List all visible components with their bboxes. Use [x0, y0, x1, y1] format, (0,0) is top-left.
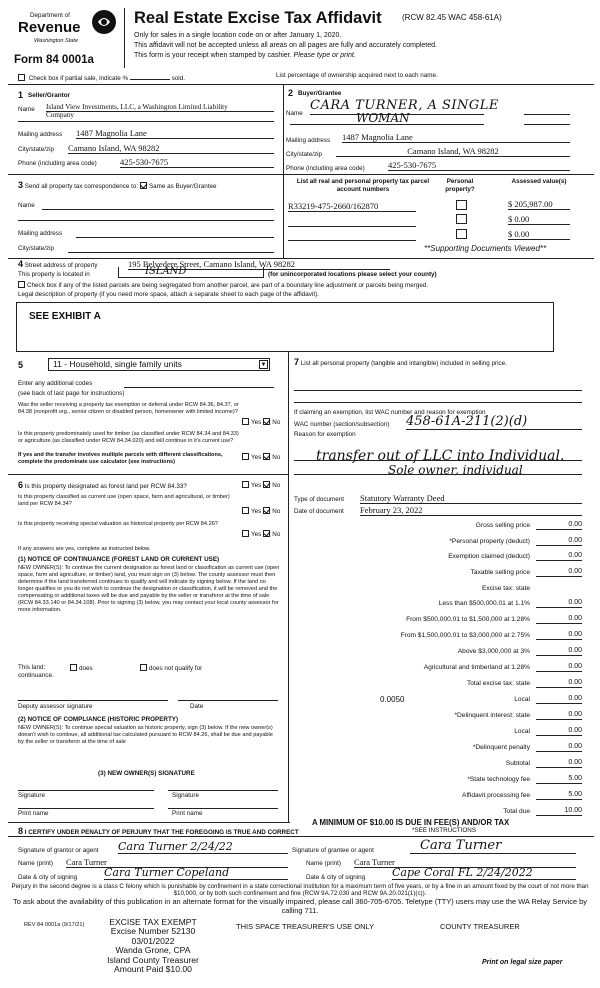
buyer-phone-label: Phone (including area code) [286, 165, 365, 172]
legal-desc-label: Legal description of property (if you need more space, attach a separate sheet to each page of the affidavit). [18, 291, 319, 298]
grantor-signature-label: Signature of grantor or agent [18, 847, 99, 854]
grantee-name-label: Name (print) [306, 860, 341, 867]
doc-date-label: Date of document [294, 508, 344, 515]
seller-city-label: City/state/zip [18, 146, 55, 153]
parcel-1-personal-checkbox[interactable] [456, 200, 467, 210]
list-percentage-note: List percentage of ownership acquired next to each name. [276, 72, 438, 79]
fee-tier3-label: From $1,500,000.01 to $3,000,000 at 2.75% [400, 632, 530, 639]
dor-logo [8, 6, 128, 52]
seller-name: Island View Investments, LLC, a Washington Limited Liability [46, 103, 228, 111]
perjury-notice: Perjury in the second degree is a class C felony which is punishable by confinement in a state correctional institution for a maximum term of five years, or by a fine in an amount fixed by the court of not more than $10,000, or by both such confinement and fine (RCW 9A.72.030 and RCW 9A.20.021(1)(c)). [11, 883, 589, 897]
sec5-q2a: Is this property predominately used for timber (as classified under RCW 84.34 and 84.33) or agriculture (as classified under RCW 84.34.020) and will continue in it's current use? [18, 431, 239, 444]
grantor-name: Cara Turner [66, 857, 288, 868]
parcel-1-value: $ 205,987.00 [508, 199, 570, 210]
yes-label: Yes [251, 419, 262, 426]
seller-address-label: Mailing address [18, 131, 63, 138]
seller-phone-label: Phone (including area code) [18, 160, 97, 167]
doc-date: February 23, 2022 [360, 505, 582, 516]
fee-taxable-label: Taxable selling price [470, 569, 530, 576]
buyer-address-label: Mailing address [286, 137, 331, 144]
notice2-heading: (2) NOTICE OF COMPLIANCE (HISTORIC PROPERTY) [18, 716, 179, 723]
fee-tier4-label: Above $3,000,000 at 3% [457, 648, 530, 655]
deputy-date-label: Date [190, 703, 204, 710]
fee-exemption-value: 0.00 [536, 552, 582, 561]
seller-phone: 425-530-7675 [120, 157, 274, 168]
sec6-q3-yes-checkbox[interactable] [242, 530, 249, 537]
partial-sold-label: sold. [171, 75, 185, 82]
wac-label: WAC number (section/subsection) [294, 421, 390, 428]
certify-statement: I CERTIFY UNDER PENALTY OF PERJURY THAT THE FOREGOING IS TRUE AND CORRECT [24, 829, 299, 836]
treasurer-stamp [78, 918, 228, 974]
buyer-name2: WOMAN [356, 111, 410, 125]
sec6-q1-no-checkbox[interactable] [263, 481, 270, 488]
sec6-q2-no-checkbox[interactable] [263, 507, 270, 514]
sec5-q2-no-checkbox[interactable] [263, 453, 270, 460]
sec3-name-label: Name [18, 202, 35, 209]
seller-name-label: Name [18, 106, 35, 113]
buyer-name: CARA TURNER, A SINGLE [310, 98, 499, 113]
parcels-heading: List all real and personal property tax parcel account numbers [296, 178, 430, 193]
partial-sale-label: Check box if partial sale, indicate % [28, 75, 129, 82]
boundary-checkbox[interactable] [18, 281, 25, 288]
yes-label: Yes [251, 454, 262, 461]
does-checkbox[interactable] [70, 664, 77, 671]
same-as-buyer-checkbox[interactable] [140, 182, 147, 189]
section3-label: Send all property tax correspondence to: [24, 183, 139, 190]
section3-number: 3 [18, 180, 24, 190]
grantee-signature[interactable]: Cara Turner [410, 838, 576, 854]
fee-tier2-value: 0.00 [536, 615, 582, 624]
partial-sale-row [18, 74, 185, 83]
no-label: No [272, 482, 281, 489]
fee-tech-value: 5.00 [536, 775, 582, 784]
sec6-q1-row [18, 481, 248, 491]
owner-signature-label-2: Signature [172, 792, 199, 799]
sec6-q1: Is this property designated as forest land per RCW 84.33? [24, 483, 187, 490]
owner-print-name-label-2: Print name [172, 810, 203, 817]
buyer-phone: 425-530-7675 [388, 160, 570, 171]
sec7-label: List all personal property (tangible and intangible) included in selling price. [300, 360, 507, 367]
buyer-city-label: City/state/zip [286, 151, 323, 158]
wac-number: 458-61A-211(2)(d) [406, 414, 582, 430]
fee-affidavit-value: 5.00 [536, 791, 582, 800]
grantee-name: Cara Turner [354, 857, 576, 868]
grantee-date-label: Date & city of signing [306, 874, 366, 881]
fee-gross-value: 0.00 [536, 521, 582, 530]
section7-number: 7 [294, 357, 300, 367]
grantee-signature-label: Signature of grantee or agent [292, 847, 374, 854]
section5-number: 5 [18, 360, 24, 370]
buyer-city: Camano Island, WA 98282 [336, 146, 570, 157]
fee-tier3-value: 0.00 [536, 631, 582, 640]
fee-tier4-value: 0.00 [536, 647, 582, 656]
sec5-q1-yes-checkbox[interactable] [242, 418, 249, 425]
does-not-checkbox[interactable] [140, 664, 147, 671]
fee-total-label: Total due [503, 808, 530, 815]
parcel-3-value: $ 0.00 [508, 229, 570, 240]
personal-property-header: Personal property? [445, 178, 475, 193]
fee-tier1-value: 0.00 [536, 599, 582, 608]
section1-number: 1 [18, 90, 24, 100]
notice1-heading: (1) NOTICE OF CONTINUANCE (FOREST LAND OR CURRENT USE) [18, 556, 220, 563]
does-not-label: does not qualify for [149, 665, 203, 672]
sec5-q1-no-checkbox[interactable] [263, 418, 270, 425]
grantor-date-city[interactable]: Cara Turner Copeland [104, 866, 288, 880]
fee-total-value: 10.00 [536, 807, 582, 816]
dept-line1: Department of [30, 12, 70, 19]
reason-label: Reason for exemption [294, 431, 356, 438]
county-treasurer-label: COUNTY TREASURER [440, 922, 520, 931]
sec6-q1-yes-checkbox[interactable] [242, 481, 249, 488]
street-row [18, 260, 98, 270]
located-label: This property is located in [18, 271, 90, 278]
legal-desc-box[interactable] [16, 302, 554, 352]
alternate-format-notice: To ask about the availability of this publication in an alternate format for the visually impaired, please call 360-705-6705. Teletype (TTY) users may use the WA Relay Service by calling 711. [13, 897, 587, 915]
sec6-q2-yes-checkbox[interactable] [242, 507, 249, 514]
legal-desc-text: SEE EXHIBIT A [29, 311, 101, 322]
seller-heading: Seller/Grantor [28, 92, 70, 99]
sub-line3b: Please type or print. [293, 52, 356, 59]
same-as-buyer-label: Same as Buyer/Grantee [148, 183, 217, 190]
sub-line3: This form is your receipt when stamped by cashier. [134, 52, 292, 59]
fee-local-value: 0.00 [536, 695, 582, 704]
minimum-due-note: A MINIMUM OF $10.00 IS DUE IN FEE(S) AND/OR TAX [312, 818, 510, 827]
form-title: Real Estate Excise Tax Affidavit [134, 9, 382, 27]
parcel-1-number: R33219-475-2660/162870 [288, 201, 416, 212]
treasurer-use-only: THIS SPACE TREASURER'S USE ONLY [236, 922, 375, 931]
reason-line2: Sole owner, individual [388, 463, 523, 477]
yes-label: Yes [251, 531, 262, 538]
land-use-value: 11 - Household, single family units [53, 359, 182, 369]
doc-type-label: Type of document [294, 496, 345, 503]
boundary-row [18, 281, 588, 290]
stamp-line-1: EXCISE TAX EXEMPT [109, 917, 197, 927]
stamp-line-5: Island County Treasurer [107, 954, 199, 965]
fee-interest-state-value: 0.00 [536, 711, 582, 720]
street-label: Street address of property [24, 262, 98, 269]
owner-signature-label-1: Signature [18, 792, 45, 799]
stamp-line-2: Excise Number 52130 [110, 926, 196, 937]
sec6-q2-answer [242, 507, 280, 516]
grantee-date-city[interactable]: Cape Coral FL 2/24/2022 [392, 866, 576, 880]
stamp-line-3: 03/01/2022 [131, 935, 175, 946]
buyer-name-label: Name [286, 110, 303, 117]
legal-size-note: Print on legal size paper [482, 959, 563, 966]
grantor-name-label: Name (print) [18, 860, 53, 867]
stamp-line-4: Wanda Grone, CPA [115, 945, 191, 956]
sub-line2: This affidavit will not be accepted unless all areas on all pages are fully and accurately completed. [134, 42, 437, 49]
fee-exemption-label: Exemption claimed (deduct) [448, 553, 530, 560]
sec6-q3-answer [242, 530, 280, 539]
assessed-value-header: Assessed value(s) [511, 178, 567, 185]
sec6-q1-answer [242, 481, 280, 490]
sec5-q2-yes-checkbox[interactable] [242, 453, 249, 460]
fee-tier1-label: Less than $500,000.01 at 1.1% [438, 600, 530, 607]
sec5-q2b: If yes and the transfer involves multiple parcels with different classifications, complete the predominate use calculator (see instructions) [18, 452, 223, 465]
fee-interest-state-label: *Delinquent interest: state [454, 712, 530, 719]
sec7-row [294, 358, 582, 368]
this-land-label: This land: [18, 664, 46, 671]
no-label: No [272, 508, 281, 515]
notice2-body: NEW OWNER(S): To continue special valuation as historic property, sign (3) below. If the new owner(s) doesn't wish to continue, all additional tax calculated pursuant to RCW 84.26, shall be due and payable by the seller or transferor at the time of sale [18, 725, 273, 745]
stamp-line-6: Amount Paid $10.00 [114, 964, 192, 975]
parcel-2-value: $ 0.00 [508, 214, 570, 225]
fee-gross-label: Gross selling price [475, 522, 530, 529]
fee-taxable-value: 0.00 [536, 568, 582, 577]
no-label: No [272, 454, 281, 461]
fee-local-label: Local [514, 696, 530, 703]
grantor-signature[interactable]: Cara Turner 2/24/22 [118, 840, 288, 854]
local-rate: 0.0050 [380, 695, 405, 704]
chevron-down-icon[interactable]: ▼ [260, 362, 267, 368]
county-select[interactable]: ISLAND [118, 267, 264, 278]
buyer-address: 1487 Magnolia Lane [342, 132, 570, 143]
sec6-q2: Is this property classified as current use (open space, farm and agricultural, or timber) land per RCW 84.34? [18, 494, 230, 507]
fee-tier2-label: From $500,000.01 to $1,500,000 at 1.28% [406, 616, 530, 623]
exemption-label: If claiming an exemption, list WAC number and reason for exemption [294, 409, 486, 416]
sec3-city-label: City/state/zip [18, 245, 55, 252]
fee-penalty-label: *Delinquent penalty [472, 744, 530, 751]
sec5-q2-answer [242, 453, 280, 462]
notice1-body: NEW OWNER(S): To continue the current designation as forest land or classification as current use (open space, farm and agriculture, or timber) land, you must sign on (3) below. The county assessor must then determine if the land transferred continues to qualify and will indicate by signing below. If the land no longer qualifies or you do not wish to continue the designation or classification, it will be removed and the compensating or additional taxes will be due and payable by the seller or transferor at the time of sale (RCW 84.33.140 or 84.34.108). Prior to signing (3) below, you may contact your local county assessor for more information. [18, 565, 280, 613]
dept-line3: Washington State [34, 38, 79, 44]
owner-print-name-label-1: Print name [18, 810, 49, 817]
revision-code: REV 84 0001a (9/17/21) [24, 922, 85, 928]
buyer-heading: Buyer/Grantee [298, 90, 342, 97]
partial-sale-checkbox[interactable] [18, 74, 25, 81]
reason-line1: transfer out of LLC into Individual. [316, 448, 565, 464]
wa-seal-icon [90, 8, 118, 36]
fee-subtotal-value: 0.00 [536, 759, 582, 768]
form-number: Form 84 0001a [14, 54, 94, 66]
notice3-heading: (3) NEW OWNER(S) SIGNATURE [98, 770, 195, 777]
fee-penalty-value: 0.00 [536, 743, 582, 752]
seller-city: Camano Island, WA 98282 [68, 143, 274, 154]
sec6-q3-no-checkbox[interactable] [263, 530, 270, 537]
no-label: No [272, 419, 281, 426]
does-label: does [79, 665, 93, 672]
no-label: No [272, 531, 281, 538]
fee-agri-label: Agricultural and timberland at 1.28% [423, 664, 530, 671]
sec6-q3: Is this property receiving special valuation as historical property per RCW 84.26? [18, 521, 218, 527]
fee-tech-label: *State technology fee [467, 776, 530, 783]
fee-excise-state-label: Excise tax: state [481, 585, 530, 592]
rcw-ref: (RCW 82.45 WAC 458-61A) [402, 13, 502, 22]
located-note: (for unincorporated locations please select your county) [268, 271, 437, 278]
fee-agri-value: 0.00 [536, 663, 582, 672]
supporting-docs-note: **Supporting Documents Viewed** [424, 244, 547, 253]
fee-personal-label: *Personal property (deduct) [449, 538, 530, 545]
seller-name2: Company [46, 111, 74, 119]
fee-total-state-value: 0.00 [536, 679, 582, 688]
land-use-select[interactable] [48, 358, 270, 371]
fee-interest-local-label: Local [514, 728, 530, 735]
section3-row [18, 181, 217, 191]
yes-label: Yes [251, 508, 262, 515]
street-address: 195 Belvedere Street, Camano Island, WA 98282 [128, 259, 390, 270]
sub-line1: Only for sales in a single location code on or after January 1, 2020. [134, 32, 342, 39]
sec5-q1-answer [242, 418, 280, 427]
sec6-ifany: If any answers are yes, complete as instructed below. [18, 546, 151, 552]
fee-interest-local-value: 0.00 [536, 727, 582, 736]
codes-label: Enter any additional codes [18, 380, 93, 387]
continuance-label: continuance. [18, 672, 54, 679]
section8-number: 8 [18, 826, 24, 836]
fee-subtotal-label: Subtotal [505, 760, 530, 767]
dept-line2: Revenue [18, 19, 81, 36]
fee-affidavit-label: Affidavit processing fee [461, 792, 530, 799]
seller-address: 1487 Magnolia Lane [76, 128, 274, 139]
fee-personal-value: 0.00 [536, 537, 582, 546]
parcel-3-personal-checkbox[interactable] [456, 229, 467, 239]
see-instructions-note: *SEE INSTRUCTIONS [412, 827, 477, 834]
fee-total-state-label: Total excise tax: state [466, 680, 530, 687]
codes-note: (see back of last page for instructions) [18, 390, 125, 397]
sec5-q1: Was the seller receiving a property tax exemption or deferral under RCW 84.36, 84.37, or 84.38 (nonprofit org., senior citizen or disabled person, homeowner with limited income)? [18, 402, 239, 415]
grantor-date-label: Date & city of signing [18, 874, 78, 881]
doc-type: Statutory Warranty Deed [360, 493, 582, 504]
sec3-address-label: Mailing address [18, 230, 63, 237]
section6-number: 6 [18, 480, 24, 490]
section4-number: 4 [18, 259, 24, 269]
yes-label: Yes [251, 482, 262, 489]
boundary-label: Check box if any of the listed parcels are being segregated from another parcel, are part of a boundary line adjustment or parcels being merged. [27, 282, 429, 289]
deputy-signature-label: Deputy assessor signature [18, 703, 93, 710]
parcel-2-personal-checkbox[interactable] [456, 214, 467, 224]
section2-number: 2 [288, 88, 294, 98]
